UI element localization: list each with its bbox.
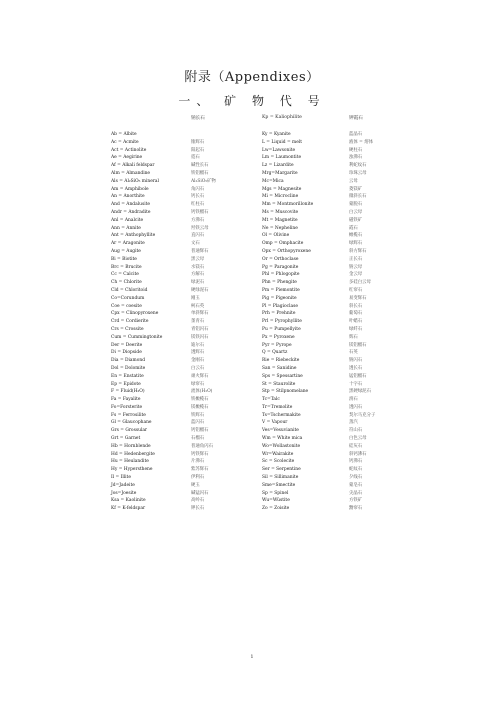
mineral-code: Gl = Glaucophane	[111, 420, 152, 426]
mineral-chinese-name: 黑硬绿泥石	[349, 389, 371, 395]
mineral-code: Sil = Sillimanite	[262, 475, 299, 481]
mineral-code: Dol = Dolomite	[111, 365, 146, 371]
mineral-chinese-name: 直闪石	[191, 233, 205, 239]
mineral-chinese-name: 透闪石	[349, 404, 363, 410]
mineral-chinese-name: 碱性长石	[191, 163, 209, 169]
mineral-chinese-name: 硬绿泥石	[191, 287, 209, 293]
mineral-chinese-name: 绿纤石	[349, 326, 363, 332]
mineral-code: Cum = Cummingtonite	[111, 334, 163, 340]
mineral-code: Fo=Forsterite	[111, 404, 143, 410]
mineral-chinese-name: 钙铝榴石	[191, 428, 209, 434]
mineral-code: Cld = Chloritoid	[111, 287, 148, 293]
mineral-chinese-name: 钾长石	[191, 506, 205, 512]
mineral-code: Stp = Stilpnomelane	[262, 389, 309, 395]
mineral-code: Ksa = Kaolinite	[111, 498, 146, 504]
mineral-chinese-name: 片沸石	[191, 459, 205, 465]
mineral-chinese-name: 白色云母	[349, 436, 367, 442]
mineral-code: Omp = Omphacite	[262, 241, 304, 247]
mineral-chinese-name: 白云母	[349, 209, 363, 215]
mineral-chinese-name: 柯石英	[191, 303, 205, 309]
mineral-code: Lw=Lawsonite	[262, 147, 296, 153]
mineral-code: Pg = Paragonite	[262, 264, 299, 270]
mineral-chinese-name: 透辉石	[191, 350, 205, 356]
mineral-code: Wu=Wüstite	[262, 498, 290, 504]
mineral-chinese-name: 浊沸石	[349, 155, 363, 161]
mineral-code: Ms = Muscovite	[262, 209, 299, 215]
mineral-code: V = Vapour	[262, 420, 288, 426]
header-left-chinese: 钠长石	[191, 116, 205, 121]
mineral-code: Mm = Montmorillonite	[262, 202, 314, 208]
mineral-chinese-name: 契尔马克分子	[349, 412, 376, 418]
mineral-code: Mgs = Magnesite	[262, 186, 302, 192]
mineral-code: Ky = Kyanite	[262, 132, 291, 137]
mineral-chinese-name: 多硅白云母	[349, 280, 371, 286]
mineral-code: Coe = coesite	[111, 303, 142, 309]
mineral-chinese-name: 普通角闪石	[191, 443, 213, 449]
mineral-code: Ac = Acmite	[111, 139, 139, 145]
mineral-chinese-name: 钙长石	[191, 194, 205, 200]
mineral-code: Tc=Talc	[262, 397, 280, 403]
mineral-chinese-name: 利蛇纹石	[349, 163, 367, 169]
mineral-code: St = Staurolite	[262, 381, 296, 387]
mineral-code: Zo = Zoisite	[262, 506, 290, 512]
mineral-code: Mc=Mica	[262, 178, 284, 184]
mineral-chinese-name: 金云母	[349, 272, 363, 278]
mineral-code: Ab = Albite	[111, 132, 137, 137]
mineral-chinese-name: 铁铝榴石	[191, 170, 209, 176]
mineral-code: Als = Al₂SiO₅ mineral	[111, 178, 159, 184]
mineral-code: Hd = Hedenbergite	[111, 451, 155, 457]
mineral-code: San = Sanidine	[262, 365, 297, 371]
mineral-chinese-name: 滑石	[349, 397, 358, 403]
mineral-code: Tr=Tremolite	[262, 404, 293, 410]
mineral-chinese-name: 顽火辉石	[191, 373, 209, 379]
mineral-code: Aug = Augite	[111, 248, 141, 254]
mineral-chinese-name: 钠云母	[349, 264, 363, 270]
mineral-code: Phl = Phlogopite	[262, 272, 300, 278]
mineral-code: Or = Orthoclase	[262, 256, 299, 262]
mineral-chinese-name: 铁橄榄石	[191, 397, 209, 403]
mineral-chinese-name: 堇青石	[191, 319, 205, 325]
header-right-chinese: 钾霞石	[349, 116, 363, 121]
mineral-chinese-name: 碱锰闪石	[191, 490, 209, 496]
mineral-chinese-name: 硅灰石	[349, 443, 363, 449]
mineral-chinese-name: 夕线石	[349, 475, 363, 481]
mineral-chinese-name: 角闪石	[191, 186, 205, 192]
mineral-code: Rie = Riebeckite	[262, 358, 300, 364]
mineral-code: Di = Diopside	[111, 350, 142, 356]
mineral-chinese-name: 黑云母	[191, 256, 205, 262]
mineral-code: Sps = Spessartine	[262, 373, 303, 379]
mineral-chinese-name: 水镁石	[191, 264, 205, 270]
mineral-code: Pl = Plagioclase	[262, 303, 298, 309]
mineral-chinese-name: 钠闪石	[349, 358, 363, 364]
mineral-chinese-name: 珍珠云母	[349, 170, 367, 176]
mineral-code: En = Enstatite	[111, 373, 144, 379]
mineral-code: Il = Illite	[111, 475, 131, 481]
mineral-code: Px = Pyroxene	[262, 334, 295, 340]
mineral-code: Ch = Chlorite	[111, 280, 142, 286]
mineral-chinese-name: 铁辉石	[191, 412, 205, 418]
mineral-chinese-name: 石榴石	[191, 436, 205, 442]
mineral-code: Fs = Ferrosilite	[111, 412, 146, 418]
mineral-chinese-name: 金刚石	[191, 358, 205, 364]
page-number: 1	[250, 654, 254, 660]
mineral-chinese-name: 镁铁闪石	[191, 334, 209, 340]
mineral-code: Af = Alkali feldspar	[111, 163, 155, 169]
mineral-chinese-name: 蓝闪石	[191, 420, 205, 426]
mineral-chinese-name: 尖晶石	[349, 490, 363, 496]
mineral-chinese-name: 蒙脱石	[349, 202, 363, 208]
mineral-code: Act = Actinolite	[111, 147, 147, 153]
mineral-chinese-name: 方铁矿	[349, 498, 363, 504]
mineral-code: Brc = Brucite	[111, 264, 142, 270]
mineral-chinese-name: 磁铁矿	[349, 217, 363, 223]
mineral-code: Ar = Aragonite	[111, 241, 145, 247]
page-title: 附录（Appendixes）	[184, 70, 320, 85]
mineral-chinese-name: 菱镁矿	[349, 186, 363, 192]
mineral-chinese-name: 方解石	[191, 272, 205, 278]
mineral-code: Sp = Spinel	[262, 490, 289, 496]
mineral-code: Der = Deerite	[111, 342, 143, 348]
mineral-code: Ae = Aegirine	[111, 155, 143, 161]
mineral-chinese-name: 霓石	[191, 155, 200, 161]
mineral-code: And = Andalusite	[111, 202, 150, 208]
mineral-code: Phn = Phengite	[262, 280, 297, 286]
mineral-code: Ves=Vesuvianite	[262, 428, 299, 434]
mineral-chinese-name: 辉石	[349, 334, 358, 340]
mineral-chinese-name: 蛇纹石	[349, 467, 363, 473]
mineral-code: Ne = Nepheline	[262, 225, 298, 231]
section-heading: 一、 矿 物 代 号	[178, 94, 326, 108]
mineral-code: Pig = Pigeonite	[262, 295, 297, 301]
mineral-chinese-name: 绿辉石	[349, 241, 363, 247]
mineral-code: L = Liquid = melt	[262, 139, 302, 145]
mineral-code: Prl = Pyrophyllite	[262, 319, 302, 325]
mineral-chinese-name: 霞石	[349, 225, 358, 231]
mineral-chinese-name: 斜长石	[349, 303, 363, 309]
mineral-chinese-name: 钙铁辉石	[191, 451, 209, 457]
mineral-code: Mt = Magnetite	[262, 217, 298, 223]
mineral-code: Kf = K-feldspar	[111, 506, 146, 512]
mineral-chinese-name: 镁铝榴石	[349, 342, 367, 348]
mineral-chinese-name: 普通辉石	[191, 248, 209, 254]
mineral-chinese-name: 液体 = 熔体	[349, 139, 374, 145]
mineral-code: Sc = Scolecite	[262, 459, 295, 465]
mineral-code: Alm = Almandine	[111, 170, 151, 176]
mineral-code: Sme=Smectite	[262, 482, 296, 488]
mineral-chinese-name: 蒸汽	[349, 420, 358, 426]
mineral-code: Hy = Hypersthene	[111, 467, 153, 473]
mineral-chinese-name: 伊利石	[191, 475, 205, 481]
mineral-chinese-name: 易变辉石	[349, 295, 367, 301]
mineral-code: Dia = Diamond	[111, 358, 145, 364]
mineral-chinese-name: 斜方辉石	[349, 248, 367, 254]
mineral-code: Jd=Jadeite	[111, 482, 135, 488]
mineral-code: Hu = Heulandite	[111, 459, 149, 465]
mineral-chinese-name: 蓝晶石	[349, 132, 363, 137]
mineral-chinese-name: 方沸石	[191, 217, 205, 223]
mineral-chinese-name: 石英	[349, 350, 358, 356]
mineral-chinese-name: Al₂SiO₅矿物	[191, 178, 216, 184]
mineral-code: Cpx = Clinopyroxene	[111, 311, 159, 317]
mineral-chinese-name: 透长石	[349, 365, 363, 371]
mineral-code: Anl = Analcite	[111, 217, 144, 223]
mineral-code: Wm = White mica	[262, 436, 303, 442]
mineral-code: Fa = Fayalite	[111, 397, 141, 403]
mineral-chinese-name: 黝帘石	[349, 506, 363, 512]
mineral-chinese-name: 流体(H₂O)	[191, 389, 213, 395]
mineral-chinese-name: 单斜辉石	[191, 311, 209, 317]
mineral-code: Cc = Calcite	[111, 272, 139, 278]
mineral-chinese-name: 十字石	[349, 381, 363, 387]
header-right-code: Kp = Kaliophilite	[262, 115, 302, 120]
mineral-chinese-name: 锥辉石	[191, 139, 205, 145]
mineral-chinese-name: 羟铁云母	[191, 225, 209, 231]
mineral-code: Grs = Grossular	[111, 428, 148, 434]
mineral-chinese-name: 正长石	[349, 256, 363, 262]
mineral-chinese-name: 紫苏辉石	[191, 467, 209, 473]
mineral-chinese-name: 微斜长石	[349, 194, 367, 200]
mineral-chinese-name: 红柱石	[191, 202, 205, 208]
mineral-code: Mi = Microcline	[262, 194, 299, 200]
mineral-code: Pyr = Pyrope	[262, 342, 292, 348]
mineral-code: Pu = Pumpellyite	[262, 326, 301, 332]
mineral-chinese-name: 绿泥石	[191, 280, 205, 286]
mineral-code: Wr=Wairakite	[262, 451, 294, 457]
mineral-code: Crd = Cordierite	[111, 319, 149, 325]
mineral-chinese-name: 阳起石	[191, 147, 205, 153]
mineral-code: Wo=Wollastonite	[262, 443, 301, 449]
mineral-code: Hb = Hornblende	[111, 443, 151, 449]
mineral-chinese-name: 锰铝榴石	[349, 373, 367, 379]
mineral-code: Lm = Laumontite	[262, 155, 302, 161]
mineral-chinese-name: 蒙皂石	[349, 482, 363, 488]
mineral-code: Ser = Serpentine	[262, 467, 301, 473]
mineral-chinese-name: 迪尔石	[191, 342, 205, 348]
mineral-code: Crs = Crossite	[111, 326, 144, 332]
mineral-chinese-name: 斜钙沸石	[349, 451, 367, 457]
mineral-chinese-name: 白云石	[191, 365, 205, 371]
mineral-chinese-name: 红帘石	[349, 287, 363, 293]
mineral-chinese-name: 葡萄石	[349, 311, 363, 317]
mineral-code: Ol = Olivine	[262, 233, 290, 239]
mineral-code: Am = Amphibole	[111, 186, 149, 192]
mineral-code: Mrg=Margarite	[262, 170, 298, 176]
mineral-chinese-name: 符山石	[349, 428, 363, 434]
mineral-chinese-name: 高岭石	[191, 498, 205, 504]
mineral-code: Bi = Biotite	[111, 256, 137, 262]
mineral-code: Ann = Annite	[111, 225, 141, 231]
mineral-code: Ant = Anthophyllite	[111, 233, 156, 239]
mineral-chinese-name: 云母	[349, 178, 358, 184]
mineral-code: An = Anorthite	[111, 194, 145, 200]
mineral-chinese-name: 绿帘石	[191, 381, 205, 387]
mineral-code: Grt = Garnet	[111, 436, 141, 442]
mineral-chinese-name: 钙铁榴石	[191, 209, 209, 215]
mineral-code: Pm = Piemontite	[262, 287, 300, 293]
mineral-code: Opx = Orthopyroxene	[262, 248, 311, 254]
mineral-chinese-name: 硬玉	[191, 482, 200, 488]
mineral-code: Lz = Lizardite	[262, 163, 294, 169]
mineral-code: Prh = Prehnite	[262, 311, 296, 317]
mineral-code: F = Fluid(H₂O)	[111, 389, 145, 395]
mineral-chinese-name: 青铝闪石	[191, 326, 209, 332]
mineral-code: Andr = Andradite	[111, 209, 151, 215]
mineral-chinese-name: 叶蜡石	[349, 319, 363, 325]
mineral-code: Ts=Tschermakite	[262, 412, 301, 418]
mineral-chinese-name: 钙沸石	[349, 459, 363, 465]
mineral-chinese-name: 硬柱石	[349, 147, 363, 153]
mineral-code: Q = Quartz	[262, 350, 288, 356]
mineral-code: Co=Corundum	[111, 295, 145, 301]
mineral-code: Jos=Joesite	[111, 490, 137, 496]
mineral-chinese-name: 镁橄榄石	[191, 404, 209, 410]
mineral-chinese-name: 橄榄石	[349, 233, 363, 239]
mineral-chinese-name: 刚玉	[191, 295, 200, 301]
mineral-code: Ep = Epidote	[111, 381, 141, 387]
mineral-chinese-name: 文石	[191, 241, 200, 247]
